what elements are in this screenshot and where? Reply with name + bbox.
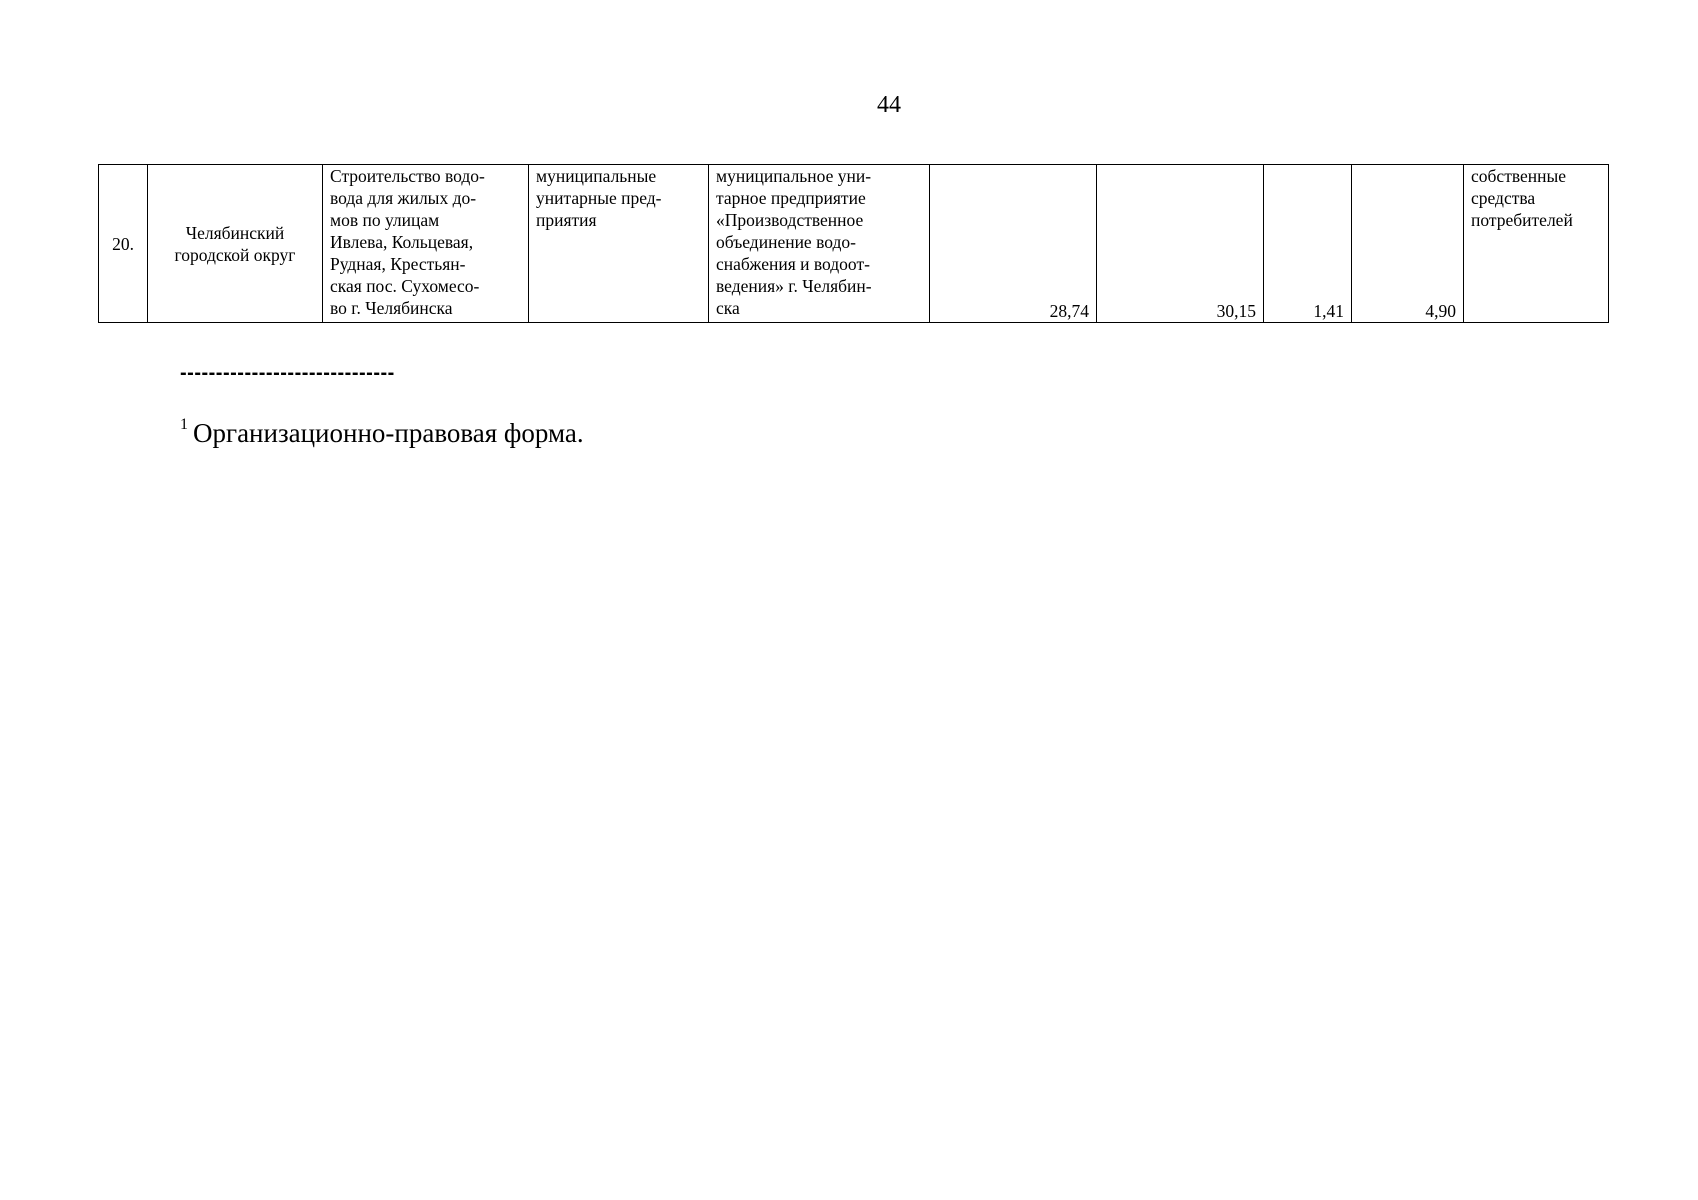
- cell-value-1: 28,74: [930, 165, 1097, 323]
- project-text: Строительство водо- вода для жилых до- мов по улицам Ивлева, Кольцевая, Рудная, Крестьян- ская пос. Сухомесо- во г. Челябинска: [330, 166, 485, 318]
- cell-organization: [709, 165, 930, 323]
- footnote: [180, 418, 584, 449]
- cell-project: [323, 165, 529, 323]
- footnote-marker: 1: [180, 416, 188, 433]
- cell-value-3: 1,41: [1264, 165, 1352, 323]
- page-number: 44: [877, 92, 901, 118]
- org-form-text: муниципальные унитарные пред- приятия: [536, 166, 662, 230]
- footnote-separator: ------------------------------: [180, 362, 395, 384]
- cell-funding-source: собственные средства потребителей: [1464, 165, 1609, 323]
- cell-region: [148, 165, 323, 323]
- cell-value-2: 30,15: [1097, 165, 1264, 323]
- cell-row-number: 20.: [99, 165, 148, 323]
- cell-value-4: 4,90: [1352, 165, 1464, 323]
- table-row: [99, 165, 1609, 323]
- cell-org-form: [529, 165, 709, 323]
- organization-text: муниципальное уни- тарное предприятие «Производственное объединение водо- снабжения и водоот- ведения» г. Челябин- ска: [716, 166, 872, 318]
- region-text: Челябинский городской округ: [174, 222, 296, 265]
- footnote-text: Организационно-правовая форма.: [193, 418, 584, 448]
- data-table: [98, 164, 1609, 323]
